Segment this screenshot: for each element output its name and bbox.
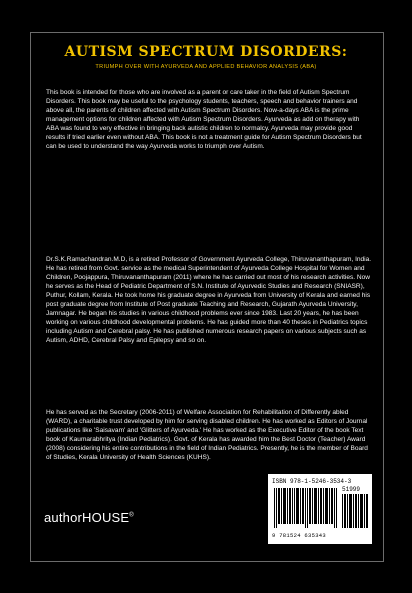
author-achievements-paragraph: He has served as the Secretary (2006-2011) of Welfare Association for Rehabilitation of Differently abled (WARD), a charitable trust developed by him for serving disabled children. He has worked as Editors of Journal publications like 'Saisavam' and 'Glitters of Ayurveda.' He has worked as the Executive Editor of the book Text book of Kaumarabhritya (Indian Pediatrics). Govt. of Kerala has awarded him the Best Doctor (Teacher) Award (2008) considering his entire contributions in the field of Indian Pediatrics. Presently, he is the member of Board of Studies, Kerala University of Health Sciences (KUHS). bbox=[46, 409, 368, 461]
barcode-bars-icon bbox=[274, 488, 338, 528]
isbn-label: ISBN 978-1-5246-3534-3 bbox=[272, 478, 352, 485]
barcode-number: 9 781524 635343 bbox=[272, 532, 327, 539]
description-paragraph: This book is intended for those who are involved as a parent or care taker in the field of Autism Spectrum Disorders. This book may be useful to the psychology students, teachers, speech and behavior trainers and above all, the parents of children affected with Autism Spectrum Disorders. Now-a-days ABA is the prime management options for children affected with Autism Spectrum Disorders. Ayurveda as add on therapy with ABA was found to very effective in bringing back autistic children to normalcy. Ayurveda may provide good results if tried earlier even without ABA. This book is not a treatment guide for Autism Spectrum Disorders but can be used to understand the way Ayurveda works to triumph over Autism. bbox=[46, 89, 362, 150]
price-barcode-icon bbox=[342, 494, 368, 528]
book-title: AUTISM SPECTRUM DISORDERS: bbox=[64, 44, 348, 60]
book-subtitle: TRIUMPH OVER WITH AYURVEDA AND APPLIED BEHAVIOR ANALYSIS (ABA) bbox=[95, 64, 317, 70]
price-code: 51999 bbox=[342, 486, 361, 493]
registered-mark: ® bbox=[129, 512, 134, 519]
author-bio-paragraph: Dr.S.K.Ramachandran.M.D, is a retired Professor of Government Ayurveda College, Thiruvananthapuram, India. He has retired from Govt. service as the medical Superintendent of Ayurveda College Hospital for Women and Children, Poojappura, Thiruvananthapuram (2011) where he has carried out most of his research activities. Now he serves as the Head of Pediatric Department of S.N. Institute of Ayurvedic Studies and Research (SNIASR), Puthur, Kollam, Kerala. He took home his graduate degree in Ayurveda from University of Kerala and earned his post graduate degree from Institute of Post graduate Teaching and Research, Gujarath Ayurveda University, Jamnagar. He began his studies in various childhood problems ever since 1983. Last 20 years, he has been working on various childhood developmental problems. He has guided more than 40 theses in Pediatrics topics including Autism and Cerebral palsy. He has published numerous research papers on various subjects such as Autism, ADHD, Cerebral Palsy and Epilepsy and so on. bbox=[46, 256, 372, 344]
isbn-barcode bbox=[268, 474, 372, 544]
publisher-logo bbox=[44, 510, 134, 525]
publisher-name: authorHOUSE bbox=[44, 510, 130, 525]
